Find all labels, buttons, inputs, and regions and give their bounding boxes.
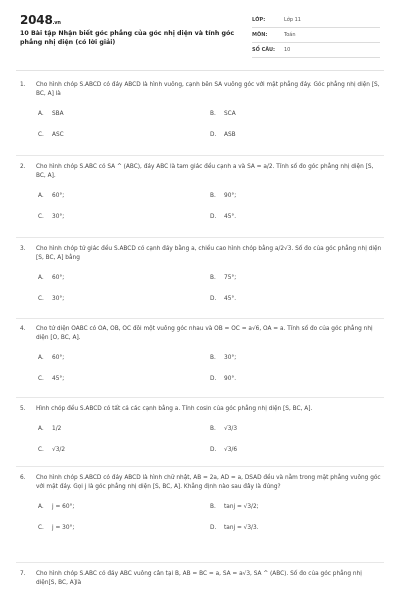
document-header	[0, 0, 400, 66]
question-5	[20, 405, 382, 454]
meta-value: Toán	[284, 32, 296, 38]
option-d[interactable]: D. √3/6	[210, 446, 238, 453]
question-3	[20, 245, 382, 303]
option-a[interactable]: A. 60°;	[38, 192, 65, 199]
option-a[interactable]: A. 60°;	[38, 274, 65, 281]
option-c[interactable]: C. √3/2	[38, 446, 66, 453]
option-a[interactable]: A. j = 60°;	[38, 503, 75, 510]
question-divider	[16, 237, 384, 238]
meta-label: LỚP:	[252, 17, 266, 23]
question-number: 4.	[20, 326, 26, 332]
question-text: Cho hình chóp S.ABC có đáy ABC vuông cân tại B, AB = BC = a, SA = a√3, SA ^ (ABC). Số đo của góc phẳng nhị diện[S, BC, A]là	[36, 571, 362, 586]
question-4	[20, 325, 382, 383]
meta-table	[252, 13, 380, 58]
question-divider	[16, 562, 384, 563]
option-d[interactable]: D. 45°.	[210, 213, 237, 220]
option-b[interactable]: B. √3/3	[210, 425, 238, 432]
question-text: Cho hình chóp S.ABC có SA ^ (ABC), đáy ABC là tam giác đều cạnh a và SA = a/2. Tính số đo góc phẳng nhị diện [S, BC, A].	[36, 164, 374, 179]
option-c[interactable]: C. ASC	[38, 131, 64, 138]
meta-row-subject	[252, 28, 380, 43]
question-number: 7.	[20, 571, 26, 577]
option-a[interactable]: A. 1/2	[38, 425, 62, 432]
question-divider	[16, 318, 384, 319]
question-text: Cho tứ diện OABC có OA, OB, OC đôi một vuông góc nhau và OB = OC = a√6, OA = a. Tính số đo của góc phẳng nhị diện [O, BC, A].	[36, 326, 373, 341]
question-divider	[16, 466, 384, 467]
option-b[interactable]: B. 75°;	[210, 274, 237, 281]
question-number: 5.	[20, 406, 26, 412]
site-logo[interactable]: 2048.vn	[20, 13, 61, 27]
option-d[interactable]: D. tanj = √3/3.	[210, 524, 259, 531]
meta-label: MÔN:	[252, 32, 268, 38]
question-text: Cho hình chóp S.ABCD có đáy ABCD là hình chữ nhật, AB = 2a, AD = a, DSAD đều và nằm trong mặt phẳng vuông góc với mặt đáy. Gọi j là góc phẳng nhị diện [S, BC, A]. Khẳng định nào sau đây là đúng?	[36, 475, 381, 490]
question-6	[20, 474, 382, 532]
question-2	[20, 163, 382, 221]
option-d[interactable]: D. 45°.	[210, 295, 237, 302]
question-number: 2.	[20, 164, 26, 170]
question-divider	[16, 155, 384, 156]
option-c[interactable]: C. 30°;	[38, 213, 65, 220]
option-a[interactable]: A. SBA	[38, 110, 64, 117]
question-number: 3.	[20, 246, 26, 252]
option-a[interactable]: A. 60°;	[38, 354, 65, 361]
question-divider	[16, 397, 384, 398]
option-b[interactable]: B. 90°;	[210, 192, 237, 199]
option-c[interactable]: C. j = 30°;	[38, 524, 75, 531]
meta-label: SỐ CÂU:	[252, 47, 276, 53]
meta-row-count	[252, 43, 380, 58]
option-c[interactable]: C. 30°;	[38, 295, 65, 302]
question-text: Cho hình chóp S.ABCD có đáy ABCD là hình vuông, cạnh bên SA vuông góc với mặt phẳng đáy. Góc phẳng nhị diện [S, BC, A] là	[36, 82, 380, 97]
option-d[interactable]: D. 90°.	[210, 375, 237, 382]
question-number: 1.	[20, 82, 26, 88]
question-text: Cho hình chóp tứ giác đều S.ABCD có cạnh đáy bằng a, chiều cao hình chóp bằng a/2√3. Số đo của góc phẳng nhị diện [S, BC, A] bằng	[36, 246, 382, 261]
question-1	[20, 81, 382, 139]
option-b[interactable]: B. SCA	[210, 110, 236, 117]
option-c[interactable]: C. 45°;	[38, 375, 65, 382]
meta-value: 10	[284, 47, 291, 53]
option-b[interactable]: B. tanj = √3/2;	[210, 503, 259, 510]
header-divider	[16, 70, 384, 71]
meta-row-class	[252, 13, 380, 28]
question-text: Hình chóp đều S.ABCD có tất cả các cạnh bằng a. Tính cosin của góc phẳng nhị diện [S, BC, A].	[36, 406, 313, 412]
meta-value: Lớp 11	[284, 17, 301, 23]
option-b[interactable]: B. 30°;	[210, 354, 237, 361]
document-title: 10 Bài tập Nhận biết góc phẳng của góc nhị diện và tính góc phẳng nhị diện (có lời giải)	[20, 30, 235, 46]
option-d[interactable]: D. ASB	[210, 131, 236, 138]
question-number: 6.	[20, 475, 26, 481]
question-7	[20, 570, 382, 588]
